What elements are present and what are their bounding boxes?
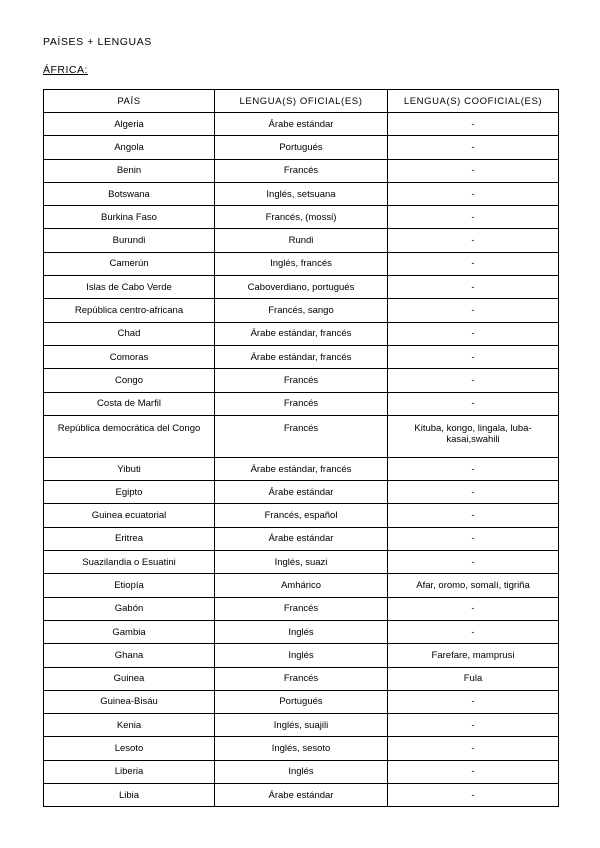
- official-language-cell: Árabe estándar: [215, 784, 388, 807]
- table-row: [44, 760, 559, 783]
- country-cell: Burundi: [44, 229, 215, 252]
- table-row: [44, 322, 559, 345]
- official-language-cell: Árabe estándar: [215, 527, 388, 550]
- country-cell: Kenia: [44, 714, 215, 737]
- official-language-cell: Portugués: [215, 136, 388, 159]
- table-row: [44, 527, 559, 550]
- country-cell: Liberia: [44, 760, 215, 783]
- country-cell: Angola: [44, 136, 215, 159]
- official-language-cell: Inglés: [215, 644, 388, 667]
- country-cell: Islas de Cabo Verde: [44, 276, 215, 299]
- country-cell: Gambia: [44, 620, 215, 643]
- country-cell: Lesoto: [44, 737, 215, 760]
- country-cell: Botswana: [44, 182, 215, 205]
- country-cell: Benin: [44, 159, 215, 182]
- official-language-cell: Árabe estándar, francés: [215, 345, 388, 368]
- table-row: [44, 415, 559, 457]
- co-official-language-cell: -: [388, 159, 559, 182]
- country-cell: Costa de Marfil: [44, 392, 215, 415]
- table-row: [44, 299, 559, 322]
- header-row: [44, 90, 559, 113]
- co-official-language-cell: -: [388, 392, 559, 415]
- country-cell: Camerún: [44, 252, 215, 275]
- country-cell: Guinea: [44, 667, 215, 690]
- co-official-language-cell: -: [388, 551, 559, 574]
- header-official-languages: LENGUA(S) OFICIAL(ES): [215, 90, 388, 113]
- table-row: [44, 737, 559, 760]
- co-official-language-cell: -: [388, 276, 559, 299]
- table-header: [44, 90, 559, 113]
- table-row: [44, 714, 559, 737]
- table-row: [44, 481, 559, 504]
- country-cell: Suazilandia o Esuatini: [44, 551, 215, 574]
- country-cell: Egipto: [44, 481, 215, 504]
- official-language-cell: Inglés, suajili: [215, 714, 388, 737]
- co-official-language-cell: -: [388, 597, 559, 620]
- country-cell: Congo: [44, 369, 215, 392]
- table-row: [44, 504, 559, 527]
- official-language-cell: Francés: [215, 159, 388, 182]
- country-cell: Gabón: [44, 597, 215, 620]
- official-language-cell: Árabe estándar: [215, 481, 388, 504]
- co-official-language-cell: -: [388, 760, 559, 783]
- official-language-cell: Inglés, sesoto: [215, 737, 388, 760]
- co-official-language-cell: -: [388, 504, 559, 527]
- official-language-cell: Caboverdiano, portugués: [215, 276, 388, 299]
- table-row: [44, 644, 559, 667]
- table-row: [44, 392, 559, 415]
- official-language-cell: Árabe estándar, francés: [215, 457, 388, 480]
- co-official-language-cell: -: [388, 784, 559, 807]
- table-row: [44, 113, 559, 136]
- official-language-cell: Árabe estándar: [215, 113, 388, 136]
- table-row: [44, 345, 559, 368]
- table-row: [44, 551, 559, 574]
- co-official-language-cell: -: [388, 737, 559, 760]
- document-title: PAÍSES + LENGUAS: [43, 36, 152, 48]
- country-cell: Comoras: [44, 345, 215, 368]
- co-official-language-cell: -: [388, 113, 559, 136]
- country-cell: Ghana: [44, 644, 215, 667]
- table-row: [44, 597, 559, 620]
- co-official-language-cell: -: [388, 206, 559, 229]
- table-row: [44, 690, 559, 713]
- official-language-cell: Francés: [215, 369, 388, 392]
- official-language-cell: Rundi: [215, 229, 388, 252]
- section-heading-africa: ÁFRICA:: [43, 64, 88, 76]
- country-cell: Yibuti: [44, 457, 215, 480]
- official-language-cell: Inglés, francés: [215, 252, 388, 275]
- co-official-language-cell: -: [388, 481, 559, 504]
- country-cell: Eritrea: [44, 527, 215, 550]
- co-official-language-cell: -: [388, 714, 559, 737]
- co-official-language-cell: -: [388, 345, 559, 368]
- country-cell: Libia: [44, 784, 215, 807]
- table-row: [44, 369, 559, 392]
- official-language-cell: Francés, (mossi): [215, 206, 388, 229]
- official-language-cell: Francés: [215, 415, 388, 457]
- official-language-cell: Francés: [215, 392, 388, 415]
- co-official-language-cell: -: [388, 690, 559, 713]
- co-official-language-cell: -: [388, 229, 559, 252]
- co-official-language-cell: -: [388, 322, 559, 345]
- table-row: [44, 182, 559, 205]
- official-language-cell: Árabe estándar, francés: [215, 322, 388, 345]
- co-official-language-cell: -: [388, 457, 559, 480]
- table-body: [44, 113, 559, 807]
- co-official-language-cell: -: [388, 252, 559, 275]
- co-official-language-cell: Afar, oromo, somalí, tigriña: [388, 574, 559, 597]
- table-row: [44, 229, 559, 252]
- country-cell: República centro-africana: [44, 299, 215, 322]
- official-language-cell: Inglés: [215, 760, 388, 783]
- co-official-language-cell: -: [388, 527, 559, 550]
- official-language-cell: Amhárico: [215, 574, 388, 597]
- country-cell: Guinea ecuatorial: [44, 504, 215, 527]
- official-language-cell: Inglés, suazi: [215, 551, 388, 574]
- official-language-cell: Francés, español: [215, 504, 388, 527]
- co-official-language-cell: Farefare, mamprusi: [388, 644, 559, 667]
- header-co-official-languages: LENGUA(S) COOFICIAL(ES): [388, 90, 559, 113]
- country-cell: Algeria: [44, 113, 215, 136]
- co-official-language-cell: -: [388, 182, 559, 205]
- official-language-cell: Francés: [215, 597, 388, 620]
- header-country: PAÍS: [44, 90, 215, 113]
- country-cell: Burkina Faso: [44, 206, 215, 229]
- co-official-language-cell: -: [388, 136, 559, 159]
- co-official-language-cell: -: [388, 620, 559, 643]
- table-row: [44, 276, 559, 299]
- table-row: [44, 784, 559, 807]
- table-row: [44, 159, 559, 182]
- official-language-cell: Francés: [215, 667, 388, 690]
- table-row: [44, 206, 559, 229]
- official-language-cell: Inglés: [215, 620, 388, 643]
- country-cell: Etiopía: [44, 574, 215, 597]
- table-row: [44, 574, 559, 597]
- table-row: [44, 667, 559, 690]
- co-official-language-cell: Fula: [388, 667, 559, 690]
- countries-languages-table: [43, 89, 559, 807]
- official-language-cell: Francés, sango: [215, 299, 388, 322]
- co-official-language-cell: -: [388, 369, 559, 392]
- official-language-cell: Inglés, setsuana: [215, 182, 388, 205]
- country-cell: Guinea-Bisáu: [44, 690, 215, 713]
- co-official-language-cell: Kituba, kongo, lingala, luba-kasai,swahili: [388, 415, 559, 457]
- table-row: [44, 252, 559, 275]
- co-official-language-cell: -: [388, 299, 559, 322]
- official-language-cell: Portugués: [215, 690, 388, 713]
- country-cell: República democrática del Congo: [44, 415, 215, 457]
- table-row: [44, 136, 559, 159]
- country-cell: Chad: [44, 322, 215, 345]
- table-row: [44, 620, 559, 643]
- table-row: [44, 457, 559, 480]
